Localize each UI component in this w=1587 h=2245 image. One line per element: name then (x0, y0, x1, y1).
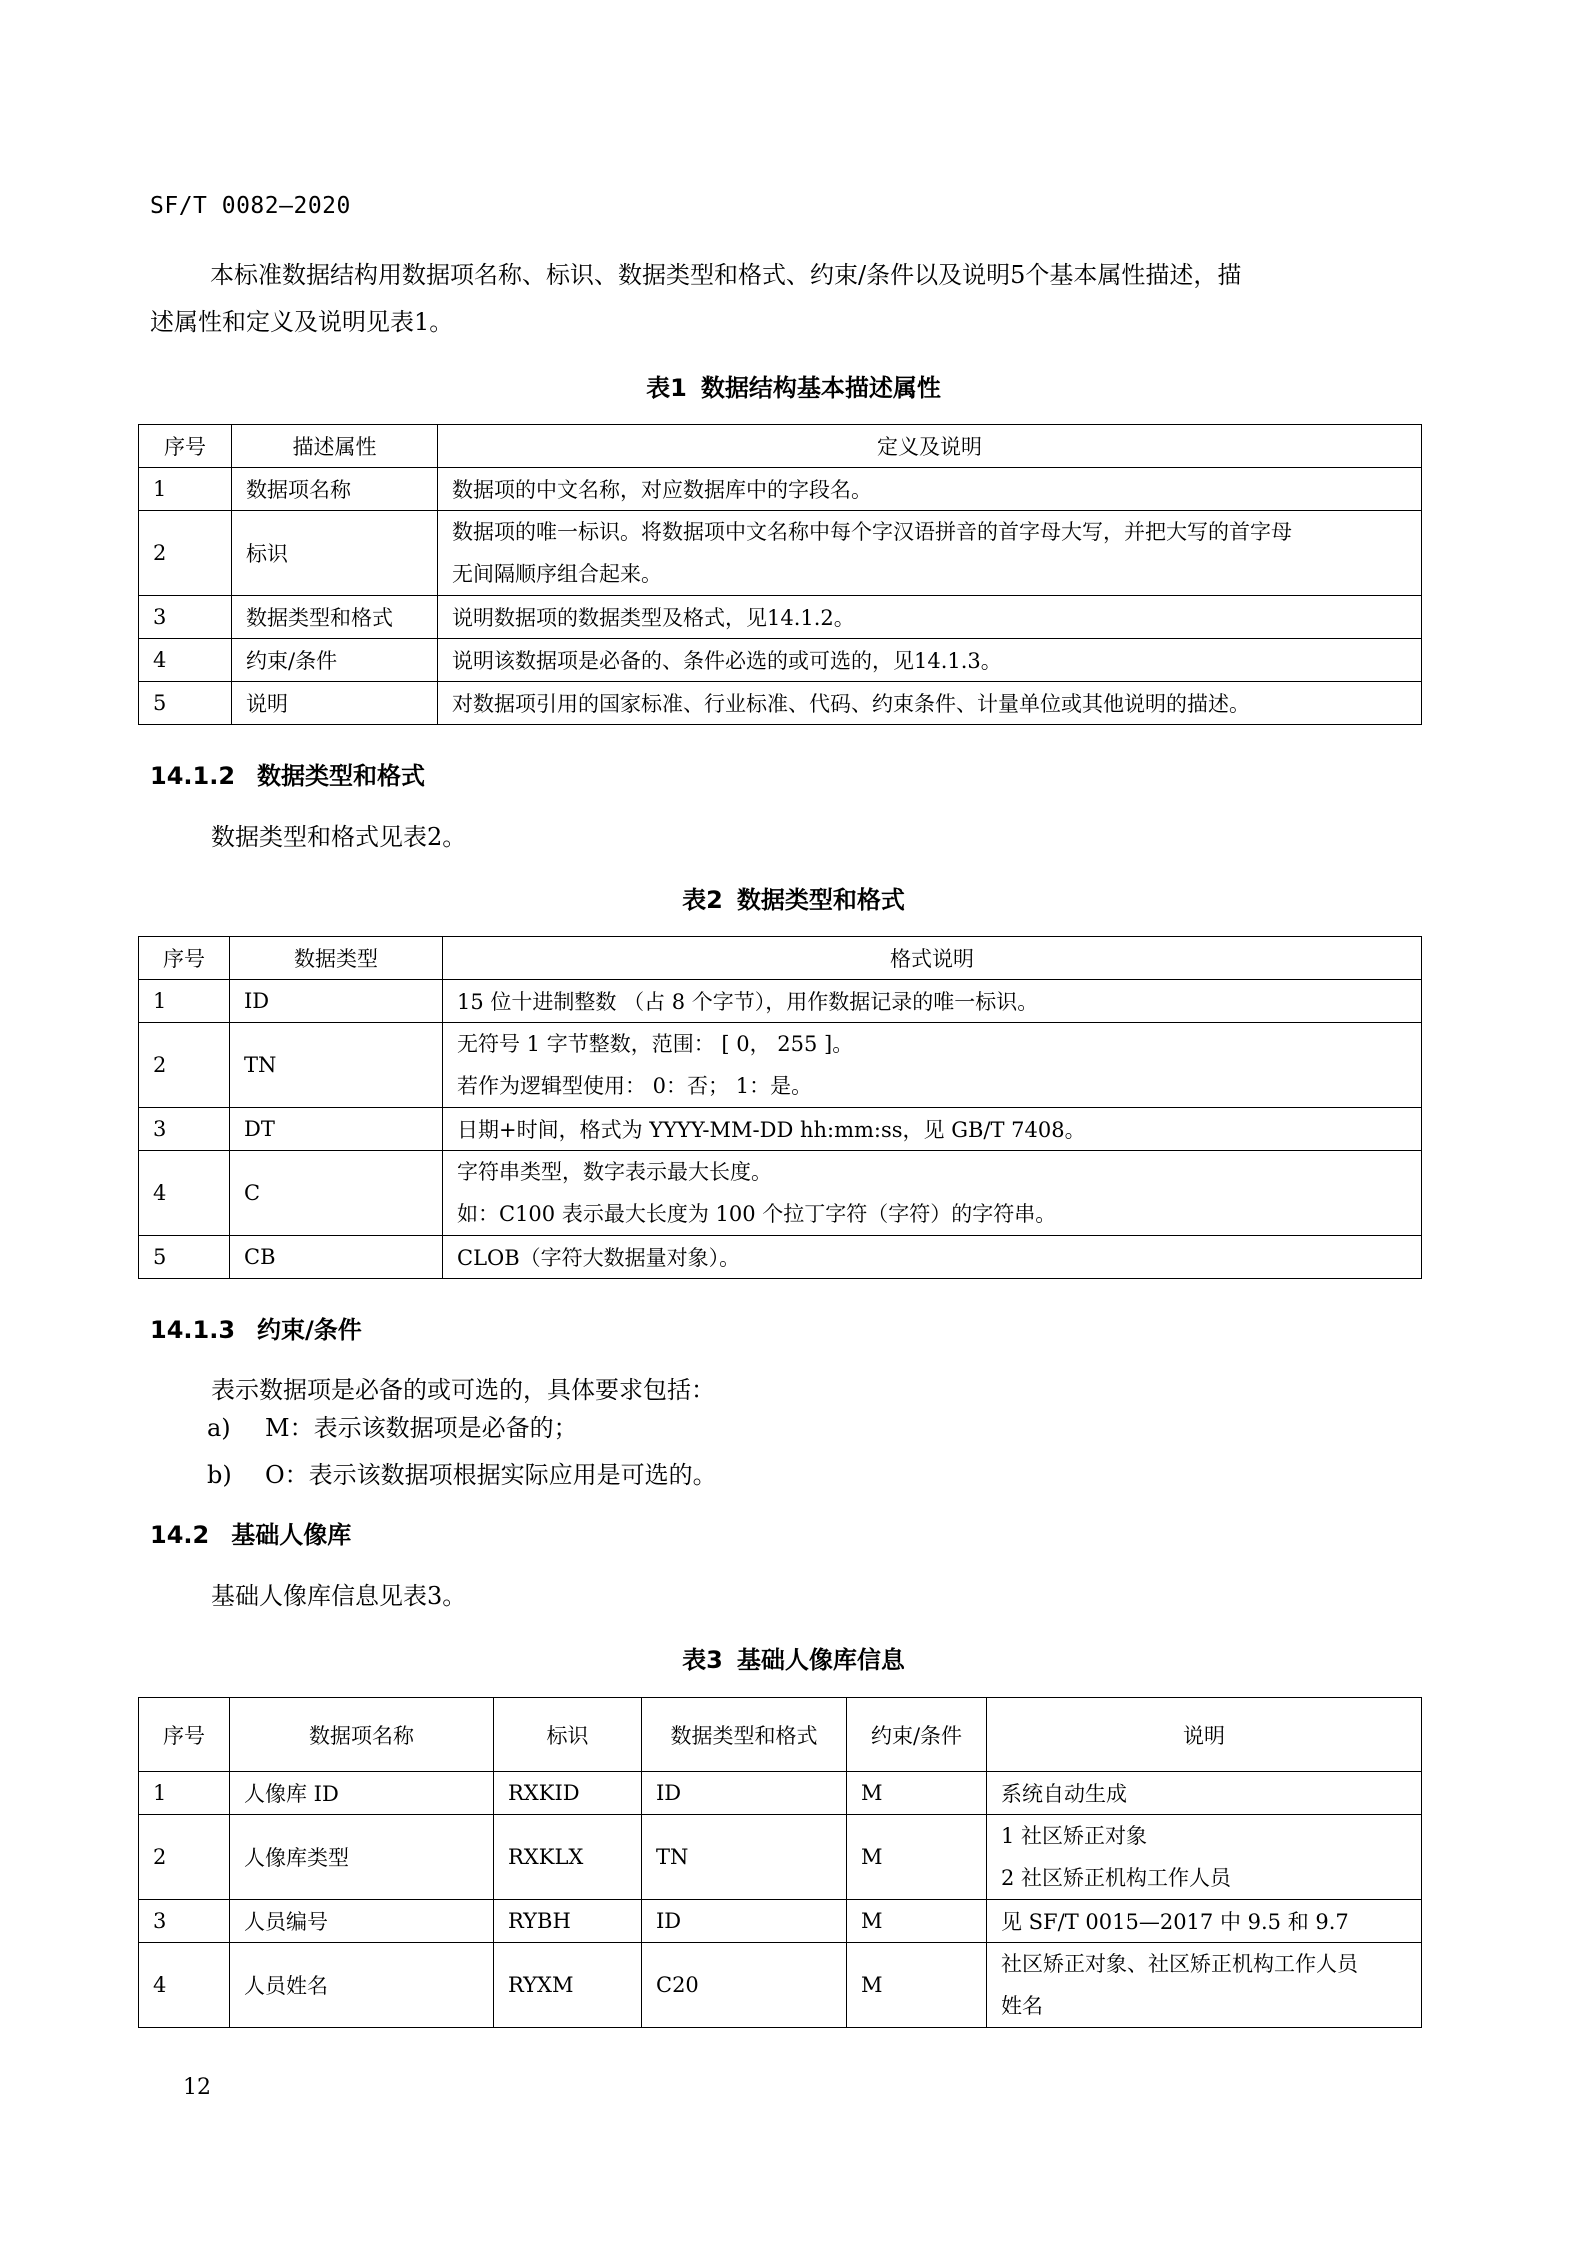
header-cell: 数据项名称 (230, 1698, 494, 1772)
type-cell: TN (230, 1023, 443, 1108)
type-cell: ID (642, 1900, 847, 1943)
row-number: 4 (139, 1151, 230, 1236)
section-number: 14.1.3 (150, 1316, 236, 1344)
type-cell: CB (230, 1236, 443, 1279)
table-header-row (139, 425, 1422, 468)
row-number: 1 (139, 468, 232, 511)
attribute-cell: 数据类型和格式 (232, 596, 438, 639)
identifier-cell: RXKLX (494, 1815, 642, 1900)
list-item-label: a) (207, 1414, 231, 1442)
note-line: 社区矫正对象、社区矫正机构工作人员 (1001, 1952, 1358, 1976)
section-14-1-2-text: 数据类型和格式见表2。 (211, 823, 467, 851)
intro-paragraph (150, 252, 1425, 346)
list-item (207, 1452, 717, 1499)
table-row (139, 980, 1422, 1023)
list-item-text: M：表示该数据项是必备的； (265, 1414, 578, 1442)
table-row (139, 511, 1422, 596)
type-cell: C20 (642, 1943, 847, 2028)
row-number: 3 (139, 596, 232, 639)
table3-caption-number: 表3 (682, 1646, 723, 1674)
row-number: 1 (139, 980, 230, 1023)
table-row (139, 1900, 1422, 1943)
header-cell: 描述属性 (232, 425, 438, 468)
row-number: 3 (139, 1900, 230, 1943)
header-cell: 序号 (139, 425, 232, 468)
table3-caption-title: 基础人像库信息 (736, 1646, 905, 1674)
format-line: 若作为逻辑型使用： 0：否； 1：是。 (457, 1074, 813, 1098)
table-row (139, 596, 1422, 639)
note-cell (987, 1943, 1422, 2028)
row-number: 5 (139, 682, 232, 725)
description-cell: 数据项的中文名称，对应数据库中的字段名。 (438, 468, 1422, 511)
intro-line-1: 本标准数据结构用数据项名称、标识、数据类型和格式、约束/条件以及说明5个基本属性描述，描 (210, 261, 1242, 289)
format-cell (443, 1151, 1422, 1236)
type-cell: DT (230, 1108, 443, 1151)
table-row (139, 1236, 1422, 1279)
section-heading-14-1-3 (150, 1310, 362, 1345)
note-cell: 见 SF/T 0015—2017 中 9.5 和 9.7 (987, 1900, 1422, 1943)
identifier-cell: RYBH (494, 1900, 642, 1943)
header-cell: 数据类型和格式 (642, 1698, 847, 1772)
table2-caption-number: 表2 (682, 886, 723, 914)
note-cell: 系统自动生成 (987, 1772, 1422, 1815)
type-cell: ID (642, 1772, 847, 1815)
constraint-cell: M (847, 1815, 987, 1900)
table-row (139, 1815, 1422, 1900)
constraint-cell: M (847, 1943, 987, 2028)
section-14-2-text: 基础人像库信息见表3。 (211, 1582, 467, 1610)
description-line: 无间隔顺序组合起来。 (452, 562, 662, 586)
row-number: 1 (139, 1772, 230, 1815)
table3-caption (0, 1640, 1587, 1675)
intro-line-2: 述属性和定义及说明见表1。 (150, 308, 454, 336)
table3-portrait-library (138, 1697, 1422, 2028)
table-row (139, 1943, 1422, 2028)
section-heading-14-2 (150, 1515, 351, 1550)
table-row (139, 1108, 1422, 1151)
section-number: 14.1.2 (150, 762, 236, 790)
table1-caption (0, 368, 1587, 403)
item-name-cell: 人像库类型 (230, 1815, 494, 1900)
table-row (139, 682, 1422, 725)
note-line: 1 社区矫正对象 (1001, 1824, 1148, 1848)
format-cell (443, 1023, 1422, 1108)
table-row (139, 1151, 1422, 1236)
attribute-cell: 说明 (232, 682, 438, 725)
item-name-cell: 人员姓名 (230, 1943, 494, 2028)
format-cell: 15 位十进制整数 （占 8 个字节），用作数据记录的唯一标识。 (443, 980, 1422, 1023)
format-cell: 日期+时间，格式为 YYYY-MM-DD hh:mm:ss，见 GB/T 7408。 (443, 1108, 1422, 1151)
header-cell: 标识 (494, 1698, 642, 1772)
table2-caption-title: 数据类型和格式 (736, 886, 905, 914)
note-cell (987, 1815, 1422, 1900)
table1-caption-number: 表1 (646, 374, 687, 402)
header-cell: 定义及说明 (438, 425, 1422, 468)
identifier-cell: RXKID (494, 1772, 642, 1815)
constraint-cell: M (847, 1900, 987, 1943)
requirement-list (207, 1405, 717, 1499)
description-cell: 说明该数据项是必备的、条件必选的或可选的，见14.1.3。 (438, 639, 1422, 682)
table1-caption-title: 数据结构基本描述属性 (700, 374, 941, 402)
header-cell: 说明 (987, 1698, 1422, 1772)
list-item (207, 1405, 717, 1452)
row-number: 2 (139, 1023, 230, 1108)
format-line: 如：C100 表示最大长度为 100 个拉丁字符（字符）的字符串。 (457, 1202, 1057, 1226)
item-name-cell: 人员编号 (230, 1900, 494, 1943)
list-item-label: b) (207, 1461, 232, 1489)
format-cell: CLOB（字符大数据量对象）。 (443, 1236, 1422, 1279)
header-cell: 格式说明 (443, 937, 1422, 980)
table2-caption (0, 880, 1587, 915)
note-line: 姓名 (1001, 1994, 1043, 2018)
section-number: 14.2 (150, 1521, 210, 1549)
item-name-cell: 人像库 ID (230, 1772, 494, 1815)
attribute-cell: 数据项名称 (232, 468, 438, 511)
constraint-cell: M (847, 1772, 987, 1815)
table1-description-attributes (138, 424, 1422, 725)
section-title: 约束/条件 (257, 1316, 362, 1344)
note-line: 2 社区矫正机构工作人员 (1001, 1866, 1232, 1890)
row-number: 4 (139, 1943, 230, 2028)
list-item-text: O：表示该数据项根据实际应用是可选的。 (265, 1461, 717, 1489)
table-row (139, 639, 1422, 682)
header-cell: 序号 (139, 937, 230, 980)
row-number: 2 (139, 511, 232, 596)
header-cell: 序号 (139, 1698, 230, 1772)
table-header-row (139, 1698, 1422, 1772)
type-cell: C (230, 1151, 443, 1236)
attribute-cell: 标识 (232, 511, 438, 596)
identifier-cell: RYXM (494, 1943, 642, 2028)
table-row (139, 1023, 1422, 1108)
attribute-cell: 约束/条件 (232, 639, 438, 682)
header-cell: 约束/条件 (847, 1698, 987, 1772)
table2-data-types (138, 936, 1422, 1279)
section-title: 基础人像库 (231, 1521, 352, 1549)
standard-code-header: SF/T 0082—2020 (150, 193, 351, 219)
row-number: 5 (139, 1236, 230, 1279)
row-number: 4 (139, 639, 232, 682)
section-title: 数据类型和格式 (257, 762, 426, 790)
description-cell (438, 511, 1422, 596)
section-heading-14-1-2 (150, 756, 425, 791)
format-line: 字符串类型，数字表示最大长度。 (457, 1160, 772, 1184)
type-cell: TN (642, 1815, 847, 1900)
description-line: 数据项的唯一标识。将数据项中文名称中每个字汉语拼音的首字母大写，并把大写的首字母 (452, 520, 1292, 544)
description-cell: 对数据项引用的国家标准、行业标准、代码、约束条件、计量单位或其他说明的描述。 (438, 682, 1422, 725)
table-header-row (139, 937, 1422, 980)
table-row (139, 468, 1422, 511)
section-14-1-3-text: 表示数据项是必备的或可选的，具体要求包括： (211, 1376, 715, 1404)
table-row (139, 1772, 1422, 1815)
row-number: 2 (139, 1815, 230, 1900)
header-cell: 数据类型 (230, 937, 443, 980)
row-number: 3 (139, 1108, 230, 1151)
description-cell: 说明数据项的数据类型及格式，见14.1.2。 (438, 596, 1422, 639)
format-line: 无符号 1 字节整数，范围： [ 0， 255 ]。 (457, 1032, 854, 1056)
page-number: 12 (183, 2075, 211, 2100)
type-cell: ID (230, 980, 443, 1023)
